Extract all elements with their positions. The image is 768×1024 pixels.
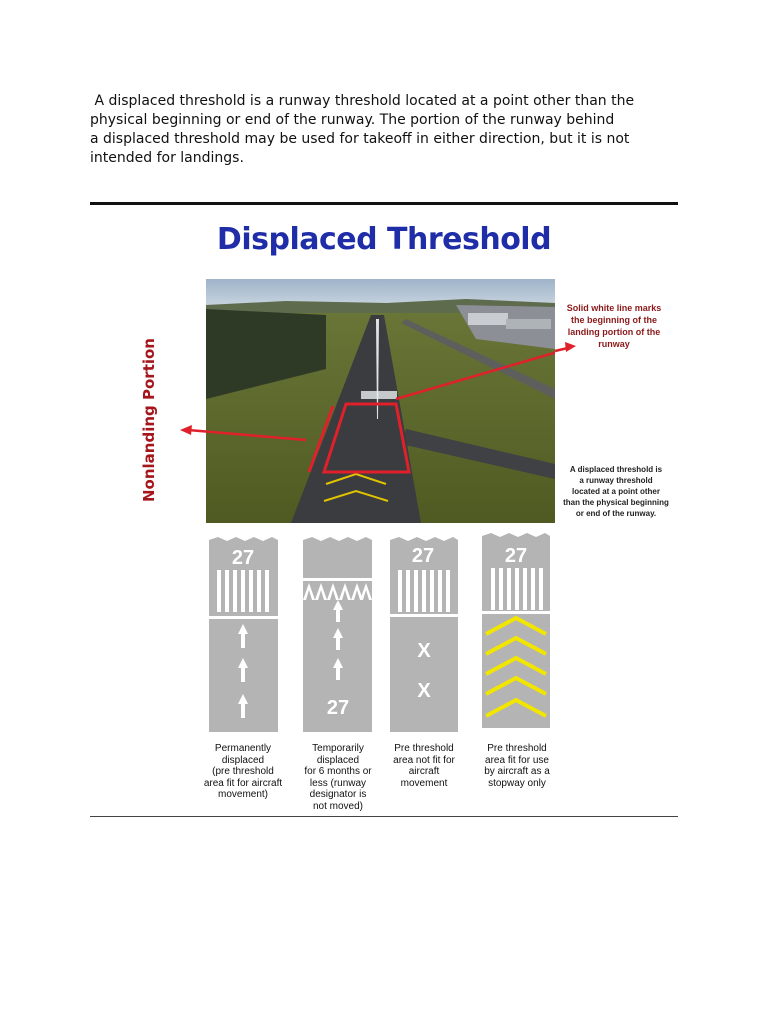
intro-line-4: intended for landings. (90, 150, 244, 166)
panel-4-caption: Pre threshold area fit for use by aircraft as a stopway only (484, 743, 550, 789)
panel-3-number: 27 (411, 545, 435, 567)
panel-not-fit (390, 537, 458, 732)
panel-2-caption: Temporarily displaced for 6 months or less (runway designator is not moved) (304, 743, 372, 812)
figure-title: Displaced Threshold (216, 222, 552, 257)
panel-1-caption: Permanently displaced (pre threshold area fit for aircraft movement) (203, 743, 283, 800)
x-mark-1: X (417, 640, 431, 662)
bottom-divider (90, 816, 678, 817)
panel-3-caption: Pre threshold area not fit for aircraft movement (393, 743, 455, 789)
nonlanding-portion-label: Nonlanding Portion (140, 338, 158, 502)
intro-line-2: physical beginning or end of the runway. The portion of the runway behind (90, 112, 615, 128)
x-mark-2: X (417, 680, 431, 702)
intro-line-3: a displaced threshold may be used for takeoff in either direction, but it is not (90, 131, 630, 147)
panel-temporarily-displaced (303, 537, 372, 732)
panel-4-number: 27 (504, 545, 528, 567)
intro-line-1: A displaced threshold is a runway threshold located at a point other than the (90, 93, 635, 109)
panel-stopway (482, 533, 550, 728)
solid-line-note: Solid white line marks the beginning of the landing portion of the runway (566, 303, 662, 349)
panel-2-number: 27 (326, 697, 350, 719)
definition-note: A displaced threshold is a runway threshold located at a point other than the physical beginning or end of the runway. (563, 465, 669, 518)
panel-1-number: 27 (231, 547, 255, 569)
panel-permanently-displaced (209, 537, 278, 732)
